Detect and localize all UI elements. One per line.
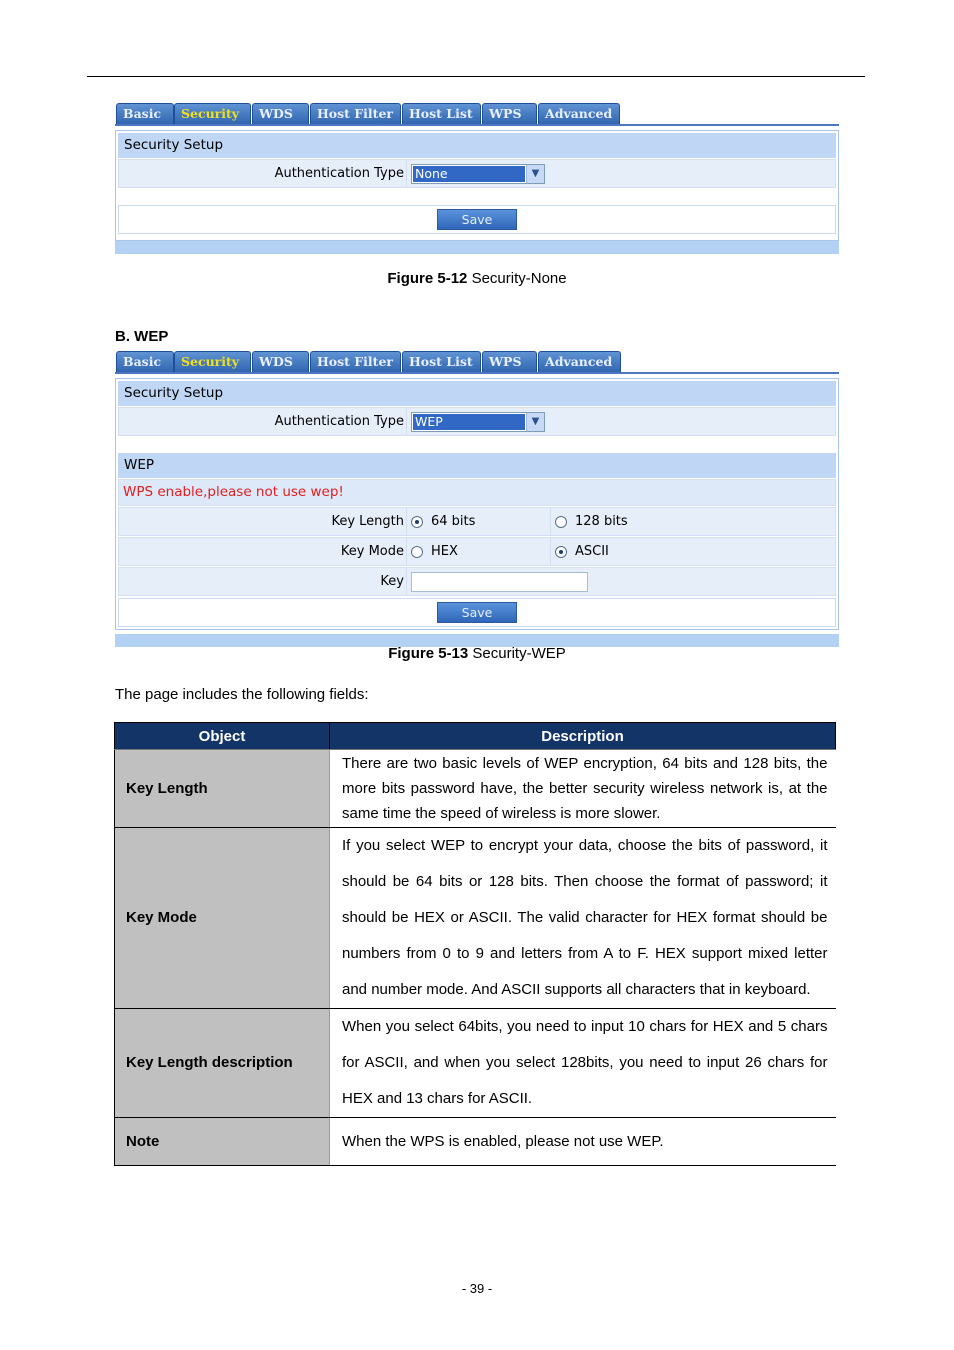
tab-host-list[interactable]: Host List (402, 103, 481, 125)
auth-type-cell (407, 160, 545, 187)
section-heading-wep: B. WEP (115, 328, 169, 345)
radio-ascii-label: ASCII (575, 544, 609, 559)
auth-type-select[interactable] (411, 164, 545, 184)
key-cell (407, 568, 588, 595)
tab-security[interactable]: Security (174, 351, 251, 373)
fields-table (114, 722, 836, 1166)
wps-warning: WPS enable,please not use wep! (118, 479, 836, 506)
key-row (118, 567, 836, 596)
auth-type-label: Authentication Type (119, 408, 407, 435)
intro-paragraph: The page includes the following fields: (115, 686, 369, 703)
tab-advanced[interactable]: Advanced (538, 103, 620, 125)
spacer (116, 189, 838, 203)
radio-128-bits-label: 128 bits (575, 514, 628, 529)
key-input[interactable] (411, 572, 588, 592)
caption-number: Figure 5-12 (387, 270, 468, 287)
row-description: When the WPS is enabled, please not use WEP. (330, 1118, 836, 1166)
tab-bar (115, 101, 839, 125)
save-bar (118, 598, 836, 627)
radio-64-bits[interactable] (411, 516, 423, 528)
caption-number: Figure 5-13 (388, 645, 469, 662)
save-bar (118, 205, 836, 234)
save-button[interactable]: Save (437, 602, 517, 623)
row-object: Key Mode (115, 828, 330, 1009)
tab-basic[interactable]: Basic (116, 351, 174, 373)
key-mode-label: Key Mode (119, 538, 407, 565)
table-header-row (115, 723, 836, 750)
tab-underline (115, 372, 839, 374)
security-wep-panel (115, 349, 839, 647)
tab-security[interactable]: Security (174, 103, 251, 125)
chevron-down-icon[interactable]: ▼ (526, 413, 544, 431)
radio-64-bits-label: 64 bits (431, 514, 476, 529)
key-mode-ascii-option[interactable] (551, 538, 609, 565)
section-title: Security Setup (118, 133, 836, 158)
row-description: If you select WEP to encrypt your data, choose the bits of password, it should be 64 bits or 128 bits. Then choose the format of password; it should be HEX or ASCII. The valid character for HEX format should be numbers from 0 to 9 and letters from A to F. HEX support mixed letter and number mode. And ASCII supports all characters that in keyboard. (330, 828, 836, 1009)
caption-text: Security-WEP (468, 645, 566, 662)
row-object: Key Length description (115, 1009, 330, 1118)
security-none-panel (115, 101, 839, 254)
auth-type-value: None (413, 166, 525, 182)
row-object: Note (115, 1118, 330, 1166)
tab-wds[interactable]: WDS (252, 103, 309, 125)
panel-footer-bar (115, 241, 839, 254)
tab-wps[interactable]: WPS (482, 351, 537, 373)
key-length-row (118, 507, 836, 536)
key-mode-hex-option[interactable] (407, 538, 551, 565)
tab-host-filter[interactable]: Host Filter (310, 351, 401, 373)
auth-type-row (118, 407, 836, 436)
key-label: Key (119, 568, 407, 595)
figure-caption-12 (0, 270, 954, 287)
tab-wps[interactable]: WPS (482, 103, 537, 125)
row-description: There are two basic levels of WEP encryption, 64 bits and 128 bits, the more bits password have, the better security wireless network is, at the same time the speed of wireless is more slower. (330, 750, 836, 828)
spacer (116, 236, 838, 240)
tab-advanced[interactable]: Advanced (538, 351, 621, 373)
key-length-label: Key Length (119, 508, 407, 535)
key-mode-row (118, 537, 836, 566)
radio-128-bits[interactable] (555, 516, 567, 528)
auth-type-label: Authentication Type (119, 160, 407, 187)
auth-type-cell (407, 408, 545, 435)
header-rule (87, 76, 865, 77)
save-button[interactable]: Save (437, 209, 517, 230)
page-number: - 39 - (461, 1281, 493, 1296)
table-row (115, 1118, 836, 1166)
radio-hex[interactable] (411, 546, 423, 558)
section-title: Security Setup (118, 381, 836, 406)
radio-ascii[interactable] (555, 546, 567, 558)
header-object: Object (115, 723, 330, 750)
spacer (116, 437, 838, 451)
security-setup-box (115, 130, 839, 241)
key-length-64-option[interactable] (407, 508, 551, 535)
auth-type-row (118, 159, 836, 188)
table-row (115, 750, 836, 828)
row-description: When you select 64bits, you need to input 10 chars for HEX and 5 chars for ASCII, and when you select 128bits, you need to input 26 chars for HEX and 13 chars for ASCII. (330, 1009, 836, 1118)
caption-text: Security-None (467, 270, 567, 287)
table-row (115, 1009, 836, 1118)
key-length-128-option[interactable] (551, 508, 628, 535)
tab-host-list[interactable]: Host List (402, 351, 481, 373)
radio-hex-label: HEX (431, 544, 458, 559)
tab-underline (115, 124, 839, 126)
header-description: Description (330, 723, 836, 750)
table-row (115, 828, 836, 1009)
auth-type-select[interactable] (411, 412, 545, 432)
row-object: Key Length (115, 750, 330, 828)
wep-section-title: WEP (118, 453, 836, 478)
tab-basic[interactable]: Basic (116, 103, 174, 125)
security-setup-box (115, 378, 839, 630)
figure-caption-13 (0, 645, 954, 662)
tab-host-filter[interactable]: Host Filter (310, 103, 401, 125)
tab-wds[interactable]: WDS (252, 351, 309, 373)
auth-type-value: WEP (413, 414, 525, 430)
tab-bar (115, 349, 839, 373)
chevron-down-icon[interactable]: ▼ (526, 165, 544, 183)
